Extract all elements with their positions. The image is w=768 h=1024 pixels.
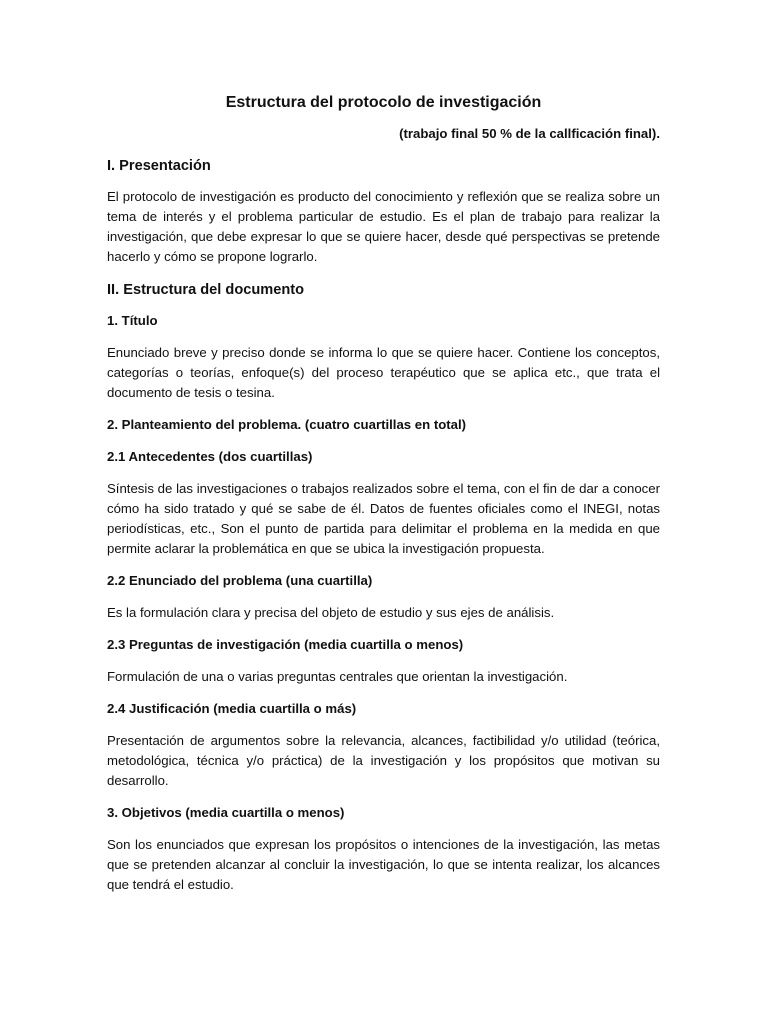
- document-subtitle: (trabajo final 50 % de la callficación final).: [399, 126, 660, 141]
- section-heading-estructura: II. Estructura del documento: [107, 282, 305, 298]
- subsection-heading-enunciado: 2.2 Enunciado del problema (una cuartilla): [107, 573, 373, 588]
- paragraph-enunciado: Es la formulación clara y precisa del objeto de estudio y sus ejes de análisis.: [107, 605, 555, 620]
- paragraph-objetivos: Son los enunciados que expresan los propósitos o intenciones de la investigación, las metas que se pretenden alcanzar al concluir la investigación, lo que se intenta realizar, los alcances que tendrá el estudio.: [107, 837, 660, 892]
- subsection-heading-justificacion: 2.4 Justificación (media cuartilla o más): [107, 701, 357, 716]
- paragraph-titulo: Enunciado breve y preciso donde se informa lo que se quiere hacer. Contiene los conceptos, categorías o teorías, enfoque(s) del proceso terapéutico que se aplica etc., que trata el documento de tesis o tesina.: [107, 345, 660, 400]
- paragraph-preguntas: Formulación de una o varias preguntas centrales que orientan la investigación.: [107, 669, 568, 684]
- document-body: [107, 92, 660, 907]
- document-title: Estructura del protocolo de investigación: [225, 94, 542, 111]
- subsection-heading-preguntas: 2.3 Preguntas de investigación (media cuartilla o menos): [107, 637, 464, 652]
- paragraph-justificacion: Presentación de argumentos sobre la relevancia, alcances, factibilidad y/o utilidad (teórica, metodológica, técnica y/o práctica) de la investigación y los propósitos que motivan su desarrollo.: [107, 733, 660, 788]
- subsection-heading-planteamiento: 2. Planteamiento del problema. (cuatro cuartillas en total): [107, 417, 467, 432]
- section-heading-presentacion: I. Presentación: [107, 158, 211, 174]
- paragraph-presentacion: El protocolo de investigación es producto del conocimiento y reflexión que se realiza sobre un tema de interés y el problema particular de estudio. Es el plan de trabajo para realizar la investigación, que debe expresar lo que se quiere hacer, desde qué perspectivas se pretende hacerlo y cómo se propone lograrlo.: [107, 189, 660, 264]
- subsection-heading-titulo: 1. Título: [107, 313, 158, 328]
- paragraph-antecedentes: Síntesis de las investigaciones o trabajos realizados sobre el tema, con el fin de dar a conocer cómo ha sido tratado y qué se sabe de él. Datos de fuentes oficiales como el INEGI, notas periodísticas, etc., Son el punto de partida para delimitar el problema en la medida en que permite aclarar la problemática en que se ubica la investigación propuesta.: [107, 481, 660, 556]
- subsection-heading-objetivos: 3. Objetivos (media cuartilla o menos): [107, 805, 345, 820]
- subsection-heading-antecedentes: 2.1 Antecedentes (dos cuartillas): [107, 449, 313, 464]
